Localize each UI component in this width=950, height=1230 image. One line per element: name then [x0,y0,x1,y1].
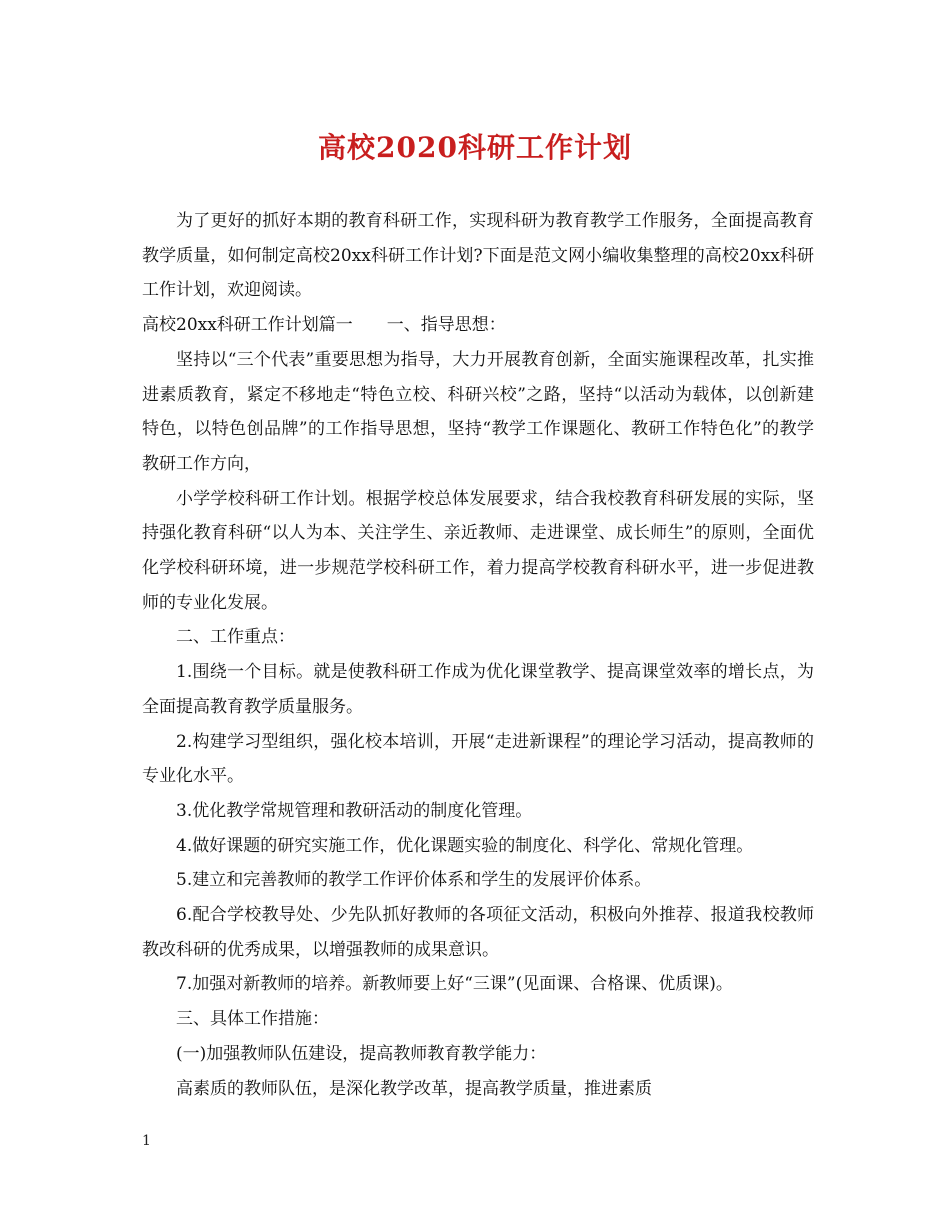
list-item: 2.构建学习型组织，强化校本培训，开展“走进新课程”的理论学习活动，提高教师的专业化水平。 [142,731,814,787]
paragraph: 高校20xx科研工作计划篇一 一、指导思想： [142,315,506,336]
paragraph: 坚持以“三个代表”重要思想为指导，大力开展教育创新，全面实施课程改革，扎实推进素质教育，紧定不移地走“特色立校、科研兴校”之路，坚持“以活动为载体，以创新建特色，以特色创品牌”的工作指导思想，坚持“教学工作课题化、教研工作特色化”的教学教研工作方向， [142,349,814,474]
list-item: 6.配合学校教导处、少先队抓好教师的各项征文活动，积极向外推荐、报道我校教师教改科研的优秀成果，以增强教师的成果意识。 [142,905,814,960]
paragraph: 为了更好的抓好本期的教育科研工作，实现科研为教育教学工作服务，全面提高教育教学质量，如何制定高校20xx科研工作计划?下面是范文网小编收集整理的高校20xx科研工作计划，欢迎阅读。 [142,211,814,301]
document-title: 高校2020科研工作计划 [318,131,632,164]
list-item: 5.建立和完善教师的教学工作评价体系和学生的发展评价体系。 [176,870,652,891]
list-item: 7.加强对新教师的培养。新教师要上好“三课”(见面课、合格课、优质课)。 [176,974,733,995]
list-item: 1.围绕一个目标。就是使教科研工作成为优化课堂教学、提高课堂效率的增长点，为全面提高教育教学质量服务。 [142,662,814,717]
subsection-heading: (一)加强教师队伍建设，提高教师教育教学能力： [176,1043,547,1064]
paragraph: 高素质的教师队伍，是深化教学改革，提高教学质量，推进素质 [176,1078,652,1099]
list-item: 3.优化教学常规管理和教研活动的制度化管理。 [176,800,533,821]
paragraph: 小学学校科研工作计划。根据学校总体发展要求，结合我校教育科研发展的实际，坚持强化教育科研“以人为本、关注学生、亲近教师、走进课堂、成长师生”的原则，全面优化学校科研环境，进一步规范学校科研工作，着力提高学校教育科研水平，进一步促进教师的专业化发展。 [142,488,814,613]
page-number: 1 [142,1133,151,1149]
document-body [142,204,814,1106]
list-item: 4.做好课题的研究实施工作，优化课题实验的制度化、科学化、常规化管理。 [176,835,754,856]
section-heading: 三、具体工作措施： [176,1009,329,1030]
section-heading: 二、工作重点： [176,627,295,648]
